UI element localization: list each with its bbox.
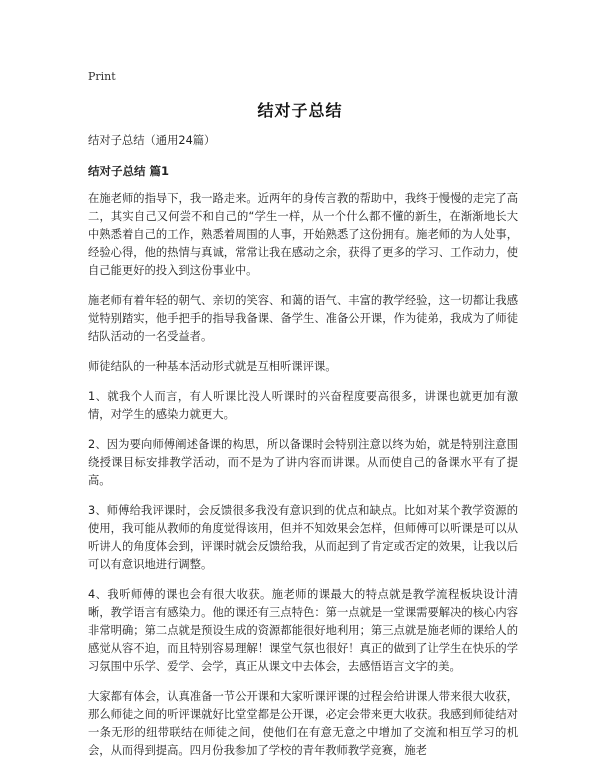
section-heading: 结对子总结 篇1 (88, 164, 170, 178)
paragraph-4: 1、就我个人而言，有人听课比没人听课时的兴奋程度要高很多，讲课也就更加有激情，对学生的感染力就更大。 (88, 390, 518, 421)
article-body (88, 132, 518, 772)
paragraph-8: 大家都有体会，认真准备一节公开课和大家听课评课的过程会给讲课人带来很大收获，那么师徒之间的听评课就好比堂堂都是公开课，必定会带来更大收获。我感到师徒结对一条无形的纽带联结在师徒之间，使他们在有意无意之中增加了交流和相互学习的机会，从而得到提高。四月份我参加了学校的青年教师教学竞赛，施老 (88, 690, 518, 757)
article-subtitle: 结对子总结（通用24篇） (88, 134, 216, 147)
paragraph-6: 3、师傅给我评课时，会反馈很多我没有意识到的优点和缺点。比如对某个教学资源的使用，我可能从教师的角度觉得该用，但并不知效果会怎样，但师傅可以听课是可以从听讲人的角度体会到，评课时就会反馈给我，从而起到了肯定或否定的效果，让我以后可以有意识地进行调整。 (88, 504, 518, 571)
paragraph-7: 4、我听师傅的课也会有很大收获。施老师的课最大的特点就是教学流程板块设计清晰，教学语言有感染力。他的课还有三点特色：第一点就是一堂课需要解决的核心内容非常明确；第二点就是预设生成的资源都能很好地利用；第三点就是施老师的课给人的感觉从容不迫，而且特别容易理解！课堂气氛也很好！真正的做到了让学生在快乐的学习氛围中乐学、爱学、会学，真正从课文中去体会，去感悟语言文字的美。 (88, 588, 518, 673)
paragraph-3: 师徒结队的一种基本活动形式就是互相听课评课。 (88, 360, 337, 373)
paragraph-5: 2、因为要向师傅阐述备课的构思，所以备课时会特别注意以终为始，就是特别注意围绕授课目标安排教学活动，而不是为了讲内容而讲课。从而使自己的备课水平有了提高。 (88, 438, 518, 487)
page-title: 结对子总结 (257, 101, 343, 120)
print-link[interactable]: Print (88, 70, 116, 83)
paragraph-2: 施老师有着年轻的朝气、亲切的笑容、和蔼的语气、丰富的教学经验，这一切都让我感觉特别踏实，他手把手的指导我备课、备学生、准备公开课，作为徒弟，我成为了师徒结队活动的一名受益者。 (88, 294, 518, 343)
paragraph-1: 在施老师的指导下，我一路走来。近两年的身传言教的帮助中，我终于慢慢的走完了高二，其实自己又何尝不和自己的“学生一样，从一个什么都不懂的新生，在渐渐地长大中熟悉着自己的工作，熟悉着周围的人事，开始熟悉了这份拥有。施老师的为人处事，经验心得，他的热情与真诚，常常让我在感动之余，获得了更多的学习、工作动力，使自己能更好的投入到这份事业中。 (88, 192, 518, 277)
